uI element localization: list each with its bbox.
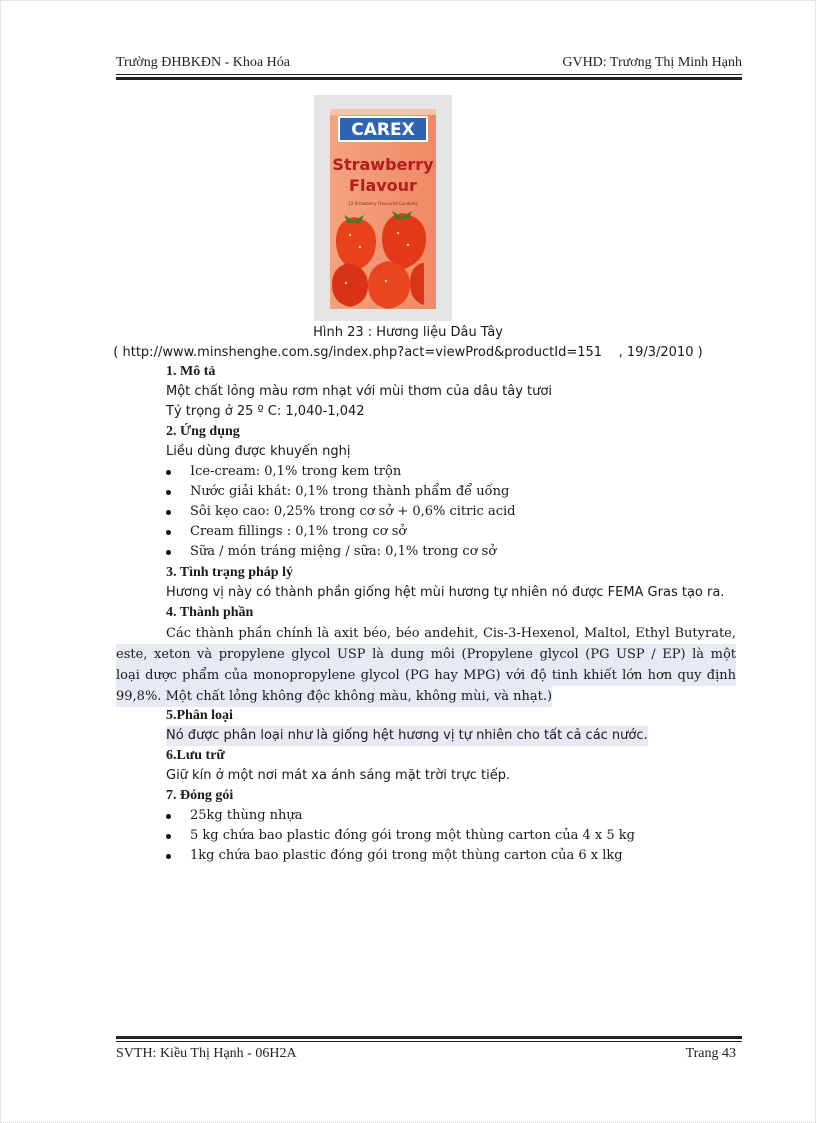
section-4-line-3: loại dược phẩm của monopropylene glycol (PG hay MPG) với độ tinh khiết lớn hơn quy định <box>116 665 736 686</box>
section-6-text: Giữ kín ở một nơi mát xa ánh sáng mặt trời trực tiếp. <box>166 768 511 783</box>
footer-rule-thick <box>116 1036 742 1039</box>
section-1-line-1: Một chất lỏng màu rơm nhạt với mùi thơm của dâu tây tươi <box>166 384 552 399</box>
section-5-text: Nó được phân loại như là giống hệt hương vị tự nhiên cho tất cả các nước. <box>166 726 648 746</box>
bullet-icon <box>166 470 171 475</box>
header-school: Trường ĐHBKĐN - Khoa Hóa <box>116 55 290 70</box>
section-5-heading: 5.Phân loại <box>166 708 233 723</box>
bullet-icon <box>166 530 171 535</box>
bullet-icon <box>166 834 171 839</box>
section-6-heading: 6.Lưu trữ <box>166 748 225 763</box>
section-4-paragraph <box>116 623 736 707</box>
section-2-intro: Liều dùng được khuyến nghị <box>166 444 351 459</box>
brand-logo-text: CAREX <box>351 120 415 140</box>
section-4-heading: 4. Thành phần <box>166 605 254 620</box>
figure-source: ( http://www.minshenghe.com.sg/index.php?act=viewProd&productId=151 , 19/3/2010 ) <box>113 345 703 360</box>
figure-caption: Hình 23 : Hương liệu Dâu Tây <box>313 325 503 340</box>
header-supervisor: GVHD: Trương Thị Minh Hạnh <box>562 55 742 70</box>
section-3-heading: 3. Tình trạng pháp lý <box>166 565 293 580</box>
product-name-line1: Strawberry <box>332 155 434 174</box>
bullet-icon <box>166 510 171 515</box>
section-2-heading: 2. Ứng dụng <box>166 424 240 439</box>
section-4-line-1: Các thành phần chính là axit béo, béo andehit, Cis-3-Hexenol, Maltol, Ethyl Butyrate, <box>166 626 736 641</box>
section-1-line-2: Tỷ trọng ở 25 º C: 1,040-1,042 <box>166 404 365 419</box>
bullet-icon <box>166 854 171 859</box>
bullet-icon <box>166 814 171 819</box>
footer-page-number: Trang 43 <box>685 1046 736 1061</box>
section-4-line-4: 99,8%. Một chất lỏng không độc không màu, không mùi, và nhạt.) <box>116 686 552 707</box>
product-photo-art <box>314 95 452 321</box>
header-rule-thick <box>116 77 742 80</box>
header-rule-thin <box>116 74 742 75</box>
section-1-heading: 1. Mô tả <box>166 364 216 379</box>
footer-student: SVTH: Kiều Thị Hạnh - 06H2A <box>116 1046 297 1061</box>
section-4-line-2: este, xeton và propylene glycol USP là dung môi (Propylene glycol (PG USP / EP) là một <box>116 644 736 665</box>
package-small-print: 12 Strawberry Flavoured Condoms <box>348 201 418 206</box>
product-name-line2: Flavour <box>349 176 417 195</box>
section-3-text: Hương vị này có thành phần giống hệt mùi hương tự nhiên nó được FEMA Gras tạo ra. <box>166 585 725 600</box>
bullet-icon <box>166 490 171 495</box>
section-7-heading: 7. Đóng gói <box>166 788 234 803</box>
bullet-icon <box>166 550 171 555</box>
footer-rule-thin <box>116 1041 742 1042</box>
product-photo <box>314 95 452 321</box>
